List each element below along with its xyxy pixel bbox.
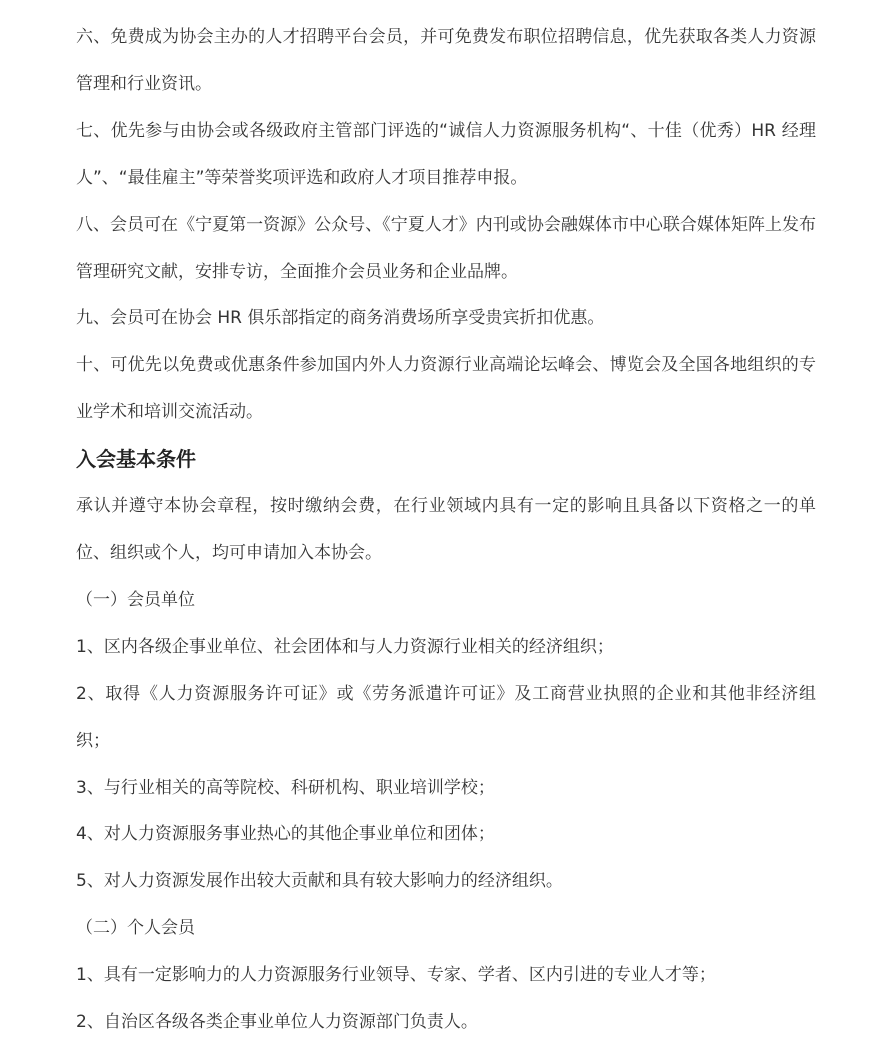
unit-item-3: 3、与行业相关的高等院校、科研机构、职业培训学校；: [76, 777, 495, 798]
unit-item-1: 1、区内各级企事业单位、社会团体和与人力资源行业相关的经济组织；: [76, 636, 614, 657]
benefit-item-7: 七、优先参与由协会或各级政府主管部门评选的“诚信人力资源服务机构“、十佳（优秀）HR 经理人”、“最佳雇主”等荣誉奖项评选和政府人才项目推荐申报。: [76, 120, 816, 188]
benefit-item-9: 九、会员可在协会 HR 俱乐部指定的商务消费场所享受贵宾折扣优惠。: [76, 308, 605, 329]
benefit-item-6: 六、免费成为协会主办的人才招聘平台会员，并可免费发布职位招聘信息，优先获取各类人力资源管理和行业资讯。: [76, 27, 816, 94]
benefit-item-10: 十、可优先以免费或优惠条件参加国内外人力资源行业高端论坛峰会、博览会及全国各地组织的专业学术和培训交流活动。: [76, 355, 816, 423]
unit-item-5: 5、对人力资源发展作出较大贡献和具有较大影响力的经济组织。: [76, 871, 563, 892]
unit-members-title: （一）会员单位: [76, 589, 195, 610]
unit-item-2: 2、取得《人力资源服务许可证》或《劳务派遣许可证》及工商营业执照的企业和其他非经济组织；: [76, 683, 816, 751]
conditions-intro: 承认并遵守本协会章程，按时缴纳会费，在行业领域内具有一定的影响且具备以下资格之一的单位、组织或个人，均可申请加入本协会。: [76, 496, 816, 563]
document-content: [76, 14, 816, 1046]
individual-item-2: 2、自治区各级各类企事业单位人力资源部门负责人。: [76, 1012, 478, 1033]
individual-item-1: 1、具有一定影响力的人力资源服务行业领导、专家、学者、区内引进的专业人才等；: [76, 965, 716, 986]
benefit-item-8: 八、会员可在《宁夏第一资源》公众号、《宁夏人才》内刊或协会融媒体市中心联合媒体矩阵上发布管理研究文献，安排专访，全面推介会员业务和企业品牌。: [76, 214, 816, 282]
conditions-heading: 入会基本条件: [76, 447, 196, 472]
individual-members-title: （二）个人会员: [76, 918, 195, 939]
unit-item-4: 4、对人力资源服务事业热心的其他企事业单位和团体；: [76, 824, 495, 845]
